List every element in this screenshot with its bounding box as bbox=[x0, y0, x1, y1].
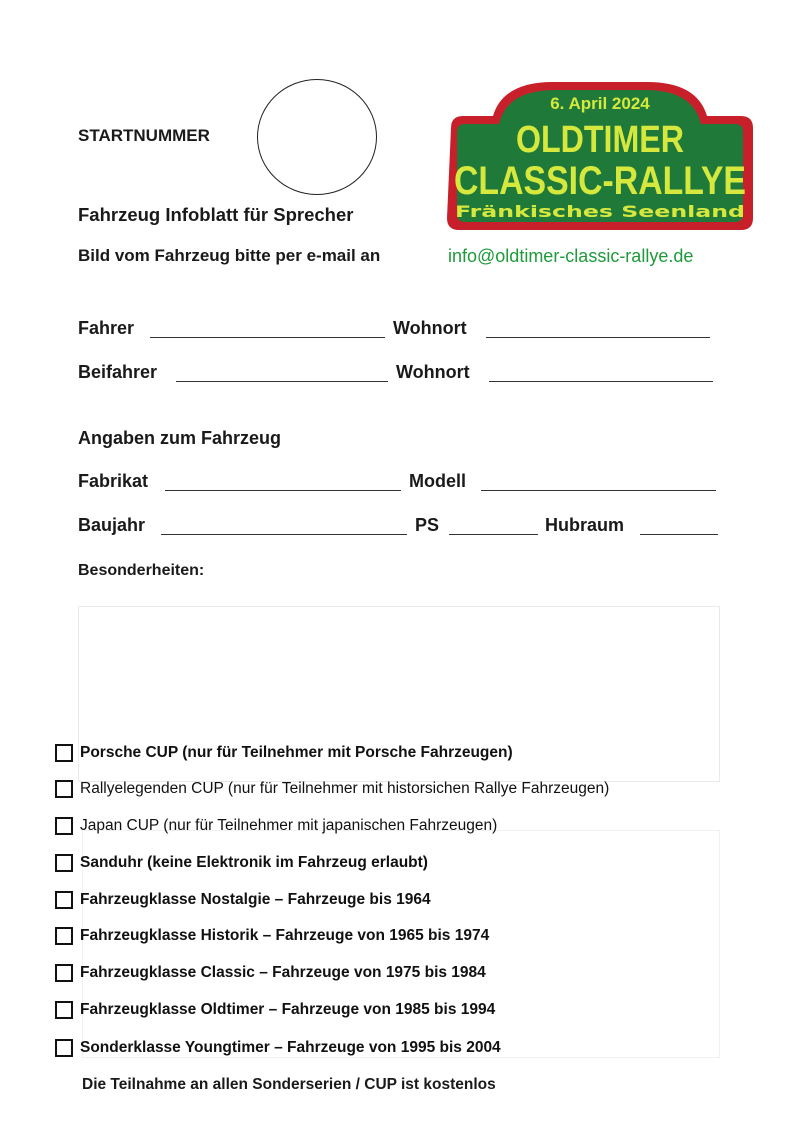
option-label: Rallyelegenden CUP (nur für Teilnehmer mit historsichen Rallye Fahrzeugen) bbox=[80, 780, 610, 797]
logo-line3: Fränkisches Seenland bbox=[455, 202, 745, 221]
footer-note: Die Teilnahme an allen Sonderserien / CUP ist kostenlos bbox=[82, 1076, 496, 1093]
fahrer-wohnort-label: Wohnort bbox=[393, 318, 467, 338]
fabrikat-field[interactable] bbox=[165, 490, 401, 491]
email-link[interactable]: info@oldtimer-classic-rallye.de bbox=[448, 246, 694, 266]
option-label: Fahrzeugklasse Nostalgie – Fahrzeuge bis 1964 bbox=[80, 891, 431, 908]
fahrer-field[interactable] bbox=[150, 337, 385, 338]
baujahr-label: Baujahr bbox=[78, 515, 146, 535]
beifahrer-wohnort-field[interactable] bbox=[489, 381, 713, 382]
logo-line1: OLDTIMER bbox=[516, 119, 684, 161]
hubraum-field[interactable] bbox=[640, 534, 718, 535]
email-instruction: Bild vom Fahrzeug bitte per e-mail an bbox=[78, 246, 381, 265]
ps-label: PS bbox=[415, 515, 440, 535]
logo-line2: CLASSIC-RALLYE bbox=[454, 159, 746, 203]
fahrer-wohnort-field[interactable] bbox=[486, 337, 710, 338]
option-row[interactable] bbox=[55, 1039, 501, 1057]
option-row[interactable] bbox=[55, 1001, 495, 1019]
option-label: Fahrzeugklasse Historik – Fahrzeuge von 1965 bis 1974 bbox=[80, 927, 490, 944]
option-label: Sonderklasse Youngtimer – Fahrzeuge von 1995 bis 2004 bbox=[80, 1039, 501, 1056]
hubraum-label: Hubraum bbox=[545, 515, 625, 535]
option-row[interactable] bbox=[55, 891, 431, 909]
logo-date: 6. April 2024 bbox=[550, 94, 650, 113]
baujahr-field[interactable] bbox=[161, 534, 407, 535]
rallye-logo bbox=[441, 78, 759, 232]
option-row[interactable] bbox=[55, 817, 497, 835]
beifahrer-wohnort-label: Wohnort bbox=[396, 362, 470, 382]
startnummer-label: STARTNUMMER bbox=[78, 126, 210, 145]
ps-field[interactable] bbox=[449, 534, 538, 535]
modell-label: Modell bbox=[409, 471, 466, 491]
option-label: Fahrzeugklasse Classic – Fahrzeuge von 1975 bis 1984 bbox=[80, 964, 486, 981]
option-checkbox[interactable] bbox=[55, 964, 73, 982]
option-label: Japan CUP (nur für Teilnehmer mit japanischen Fahrzeugen) bbox=[80, 817, 498, 834]
option-checkbox[interactable] bbox=[55, 1001, 73, 1019]
option-row[interactable] bbox=[55, 780, 609, 798]
option-checkbox[interactable] bbox=[55, 817, 73, 835]
modell-field[interactable] bbox=[481, 490, 716, 491]
fahrer-label: Fahrer bbox=[78, 318, 135, 338]
option-row[interactable] bbox=[55, 927, 489, 945]
beifahrer-field[interactable] bbox=[176, 381, 388, 382]
beifahrer-label: Beifahrer bbox=[78, 362, 158, 382]
option-label: Sanduhr (keine Elektronik im Fahrzeug erlaubt) bbox=[80, 854, 428, 871]
option-row[interactable] bbox=[55, 854, 428, 872]
option-checkbox[interactable] bbox=[55, 927, 73, 945]
option-label: Porsche CUP (nur für Teilnehmer mit Porsche Fahrzeugen) bbox=[80, 744, 513, 761]
besonderheiten-label: Besonderheiten: bbox=[78, 562, 205, 579]
option-checkbox[interactable] bbox=[55, 780, 73, 798]
angaben-heading: Angaben zum Fahrzeug bbox=[78, 428, 282, 448]
fabrikat-label: Fabrikat bbox=[78, 471, 149, 491]
startnummer-circle-field[interactable] bbox=[257, 79, 377, 195]
option-checkbox[interactable] bbox=[55, 1039, 73, 1057]
option-checkbox[interactable] bbox=[55, 744, 73, 762]
option-label: Fahrzeugklasse Oldtimer – Fahrzeuge von 1985 bis 1994 bbox=[80, 1001, 496, 1018]
option-checkbox[interactable] bbox=[55, 854, 73, 872]
option-checkbox[interactable] bbox=[55, 891, 73, 909]
option-row[interactable] bbox=[55, 964, 486, 982]
option-row[interactable] bbox=[55, 744, 513, 762]
page-title: Fahrzeug Infoblatt für Sprecher bbox=[78, 204, 354, 225]
